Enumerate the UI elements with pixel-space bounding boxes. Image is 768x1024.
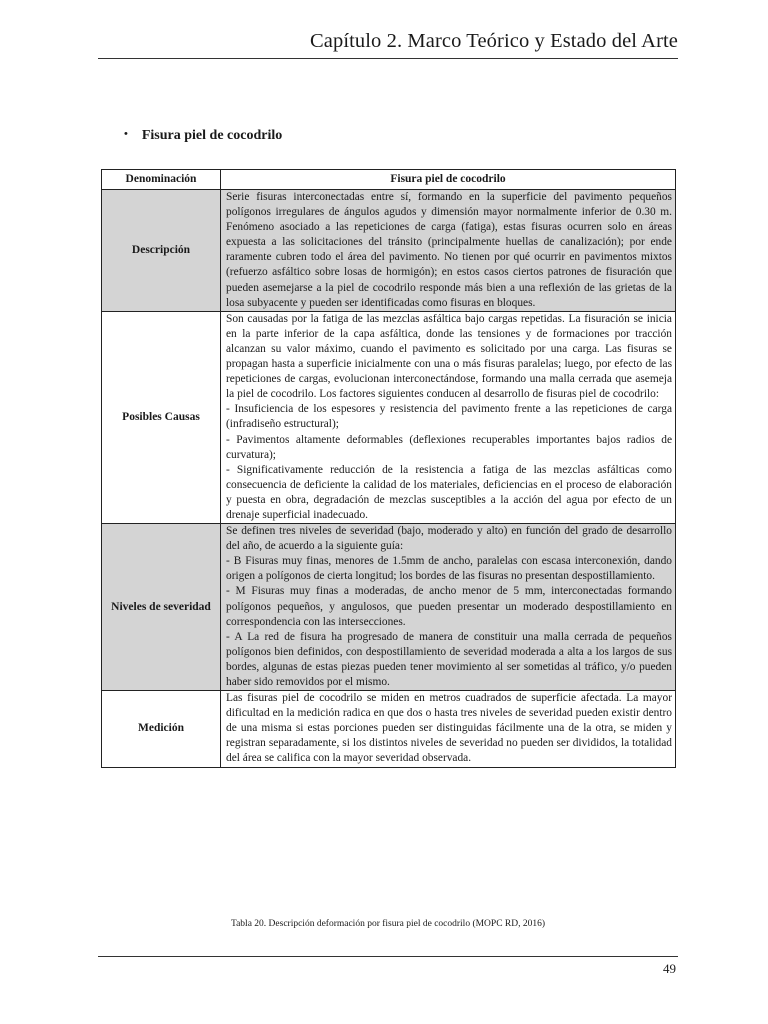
row-label: Posibles Causas	[102, 311, 221, 523]
row-label: Niveles de severidad	[102, 524, 221, 691]
row-description	[221, 524, 676, 691]
section-title: Fisura piel de cocodrilo	[141, 128, 283, 143]
table-header-row	[102, 170, 676, 190]
page-header	[98, 30, 678, 59]
description-table	[101, 169, 676, 768]
footer-divider	[98, 956, 678, 957]
row-description	[221, 190, 676, 312]
bullet-icon: •	[124, 128, 128, 140]
description-paragraph: Las fisuras piel de cocodrilo se miden en metros cuadrados de superficie afectada. La mayor dificultad en la medición radica en que dos o hasta tres niveles de severidad pueden existir dentro de una misma si estas porciones pueden ser distinguidas fácilmente una de la otra, se miden y registran separadamente, si los distintos niveles de severidad no pueden ser divididos, la totalidad del área se califica con la mayor severidad observada.	[226, 692, 672, 765]
list-item: - M Fisuras muy finas a moderadas, de ancho menor de 5 mm, interconectadas formando polígonos pequeños, y angulosos, que pueden presentar un moderado despostillamiento en correspondencia con las intersecciones.	[226, 585, 672, 628]
table-row-medicion	[102, 691, 676, 767]
list-item: - B Fisuras muy finas, menores de 1.5mm de ancho, paralelas con escasa interconexión, dando origen a polígonos de cierta longitud; los bordes de las fisuras no presentan despostillamiento.	[226, 555, 672, 583]
header-fisura: Fisura piel de cocodrilo	[221, 170, 676, 190]
list-item: - Significativamente reducción de la resistencia a fatiga de las mezclas asfálticas como consecuencia de deficiente la calidad de los materiales, deficiencias en el proceso de elaboración y puesta en obra, degradación de mezclas susceptibles a la acción del agua por efecto de un drenaje superficial inadecuado.	[226, 463, 672, 521]
header-denominacion: Denominación	[102, 170, 221, 190]
list-item: - Insuficiencia de los espesores y resistencia del pavimento frente a las repeticiones de carga (infradiseño estructural);	[226, 403, 672, 431]
row-label: Descripción	[102, 190, 221, 312]
page-number: 49	[663, 961, 676, 976]
section-heading	[124, 128, 282, 144]
table-row-causas	[102, 311, 676, 523]
row-description	[221, 311, 676, 523]
description-paragraph: Se definen tres niveles de severidad (bajo, moderado y alto) en función del grado de desarrollo del año, de acuerdo a la siguiente guía:	[226, 525, 672, 553]
row-description	[221, 691, 676, 767]
chapter-title: Capítulo 2. Marco Teórico y Estado del Arte	[310, 30, 678, 52]
table-row-descripcion	[102, 190, 676, 312]
list-item: - Pavimentos altamente deformables (deflexiones recuperables importantes bajos radios de curvatura);	[226, 433, 672, 461]
table-caption: Tabla 20. Descripción deformación por fisura piel de cocodrilo (MOPC RD, 2016)	[230, 919, 546, 929]
description-paragraph: Serie fisuras interconectadas entre sí, formando en la superficie del pavimento pequeños polígonos irregulares de ángulos agudos y dimensión mayor normalmente inferior de 0.30 m. Fenómeno asociado a las repeticiones de carga (fatiga), estas fisuras ocurren solo en áreas expuesta a las solicitaciones del tránsito (principalmente huellas de canalización); por ende raramente cubren todo el área del pavimento. No tienen por qué ocurrir en pavimentos mixtos (refuerzo asfáltico sobre losas de hormigón); en estos casos ciertos patrones de fisuración que pueden asemejarse a la piel de cocodrilo responde más bien a una reflexión de las grietas de la losa subyacente y pueden ser identificadas como fisuras en bloques.	[226, 191, 672, 309]
list-item: - A La red de fisura ha progresado de manera de constituir una malla cerrada de pequeños polígonos bien definidos, con despostillamiento de severidad moderada a alta a los largos de sus bordes, algunas de estas piezas pueden tener movimiento al ser sometidas al tráfico, y/o pueden haber sido removidos por el mismo.	[226, 630, 672, 688]
table-row-severidad	[102, 524, 676, 691]
row-label: Medición	[102, 691, 221, 767]
description-paragraph: Son causadas por la fatiga de las mezclas asfáltica bajo cargas repetidas. La fisuración se inicia en la parte inferior de la capa asfáltica, donde las tensiones y de formaciones por tracción alcanzan su valor máximo, cuando el pavimento es solicitado por una carga. Las fisuras se propagan hasta a superficie inicialmente con una o más fisuras paralelas; luego, por efecto de las repeticiones de cargas, evolucionan interconectándose, formando una malla cerrada que asemeja la piel de cocodrilo. Los factores siguientes conducen al desarrollo de fisuras piel de cocodrilo:	[226, 312, 672, 401]
